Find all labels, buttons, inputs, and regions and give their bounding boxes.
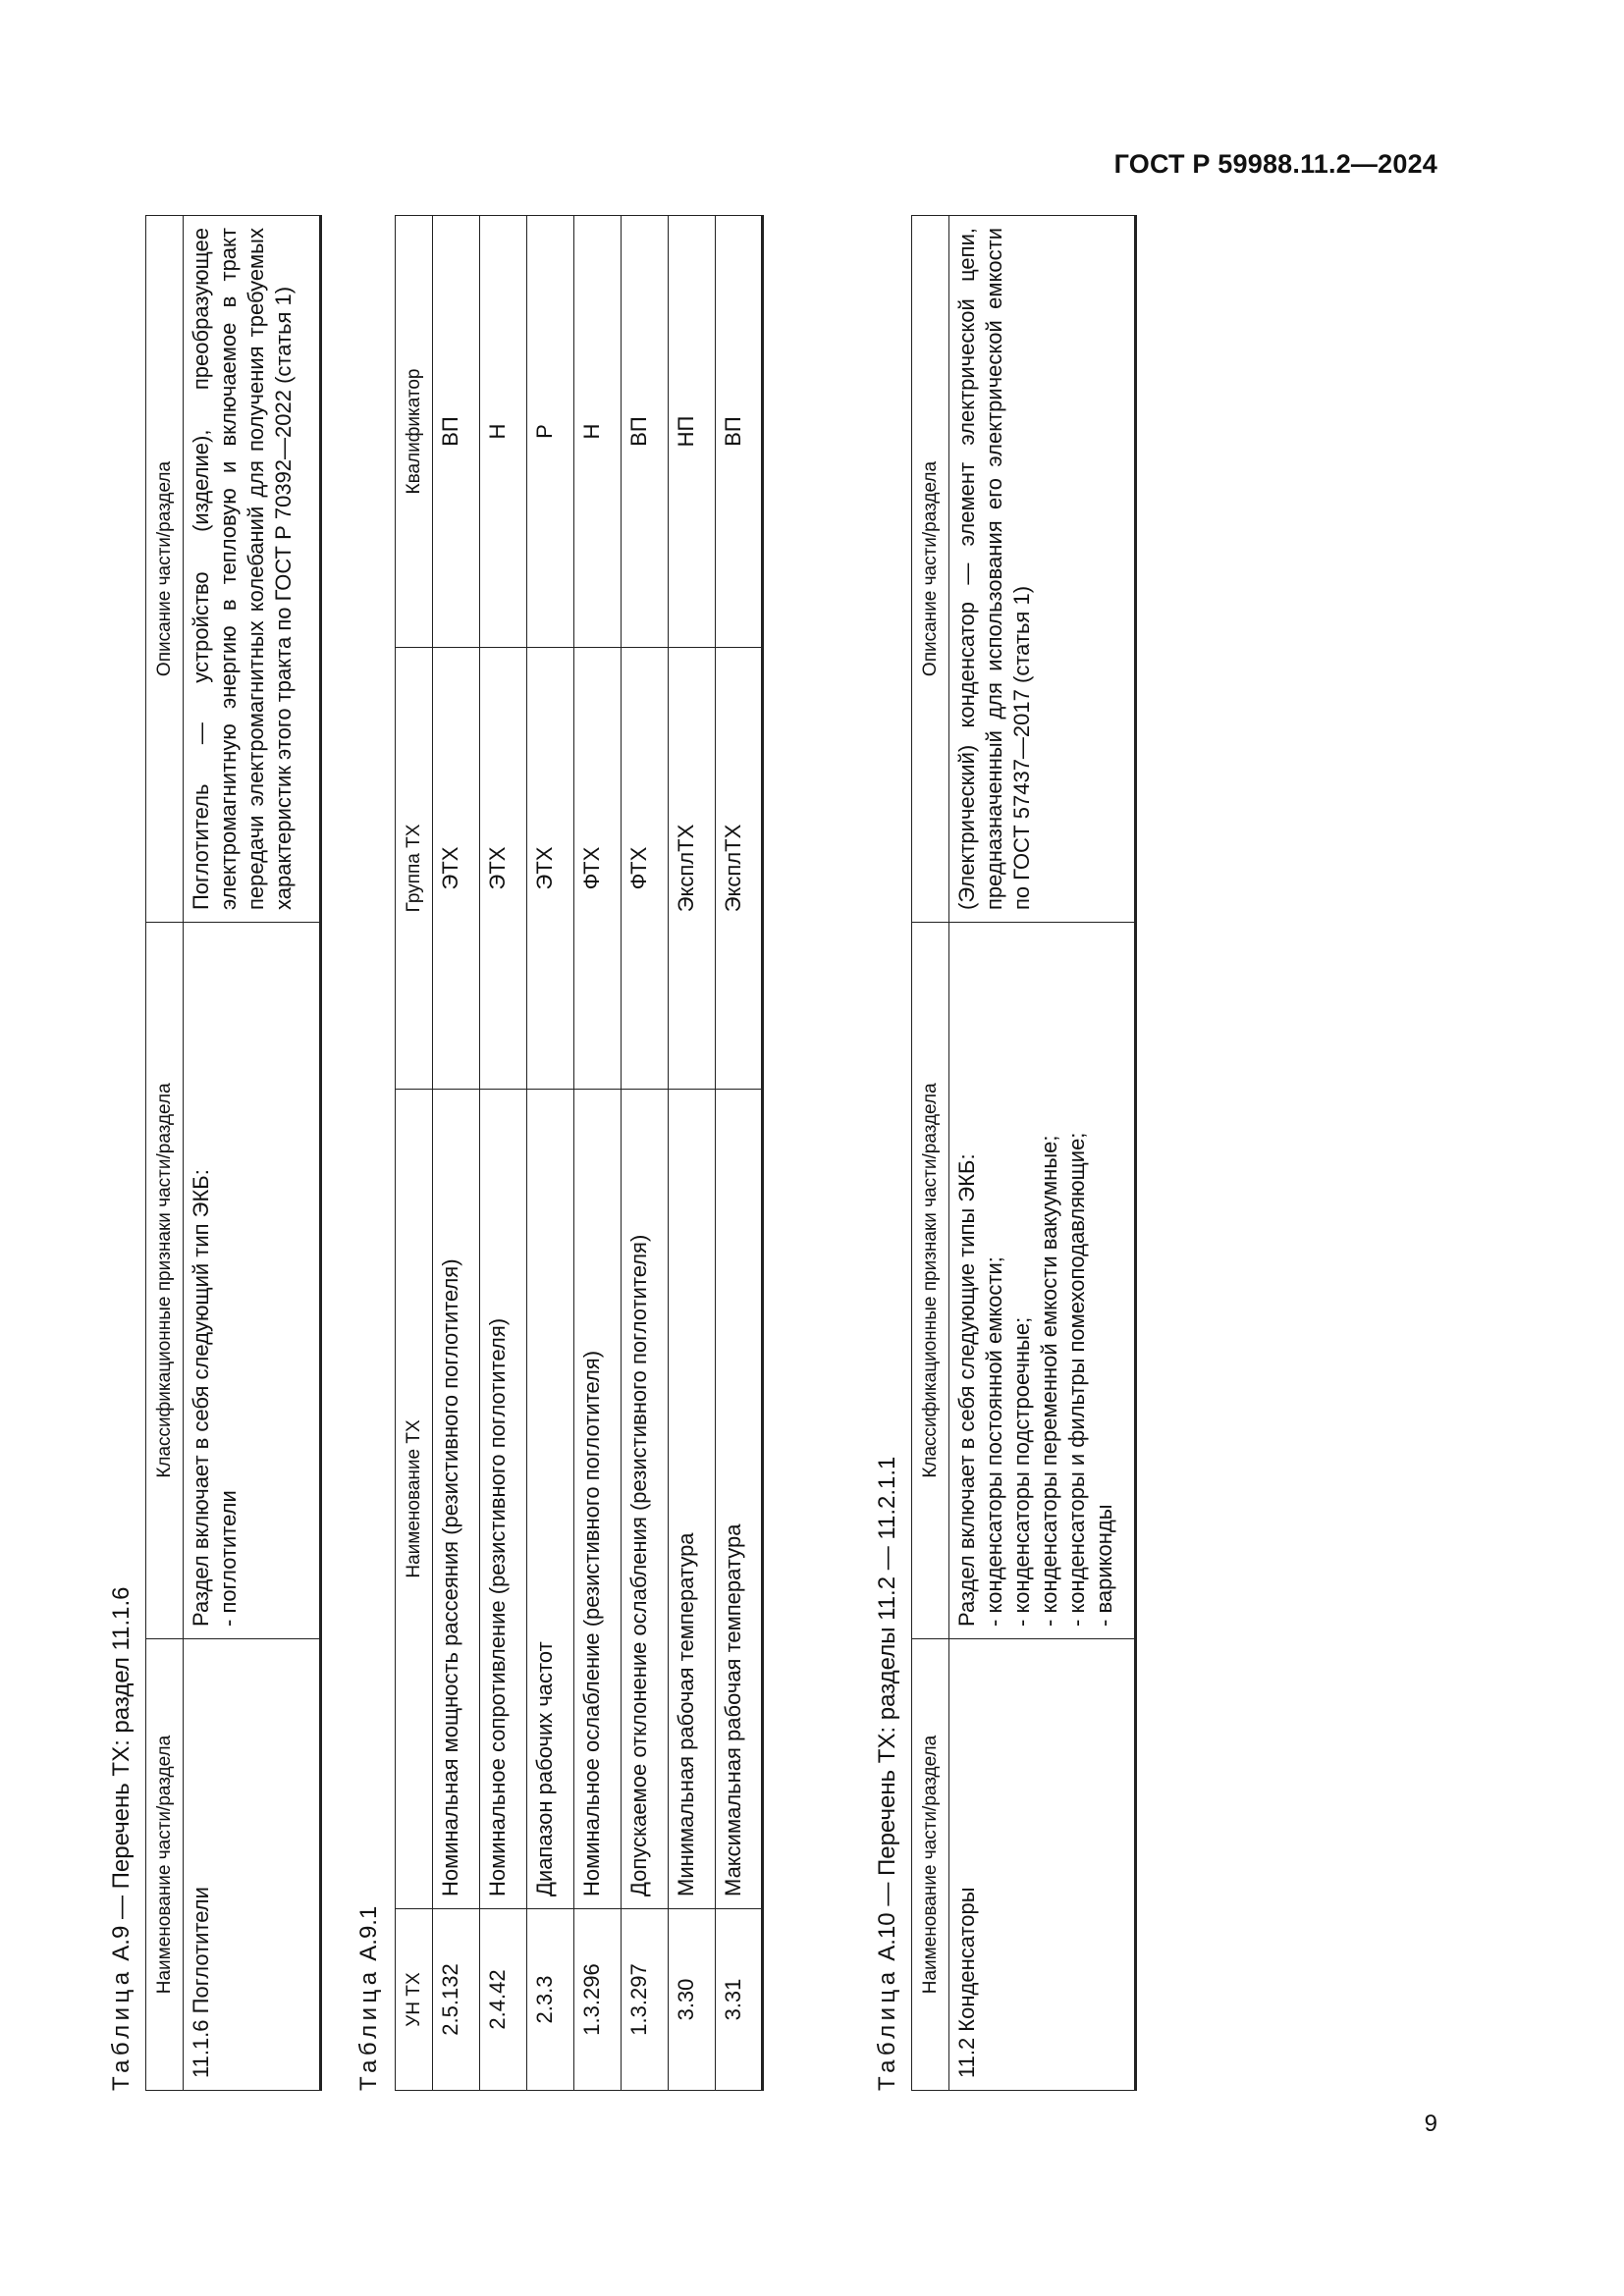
- tx-qualifier: Р: [527, 216, 574, 648]
- table-row: [574, 216, 622, 2091]
- section-features: [949, 923, 1136, 1639]
- tx-group: ФТХ: [574, 648, 622, 1090]
- column-header: Описание части/раздела: [146, 216, 184, 923]
- tx-name: Минимальная рабочая температура: [669, 1090, 716, 1909]
- section-description: Поглотитель — устройство (изделие), преобразующее электромагнитную энергию в тепловую и включаемое в тракт передачи электромагнитных колебаний для получения требуемых характеристик этого тракта по ГОСТ Р 70392—2022 (статья 1): [184, 216, 321, 923]
- tx-name: Номинальная мощность рассеяния (резистивного поглотителя): [433, 1090, 480, 1909]
- column-header: Квалификатор: [396, 216, 433, 648]
- tx-qualifier: Н: [480, 216, 527, 648]
- column-header: Описание части/раздела: [912, 216, 949, 923]
- tx-code: 1.3.297: [622, 1909, 669, 2091]
- tx-group: ФТХ: [622, 648, 669, 1090]
- tx-qualifier: ВП: [433, 216, 480, 648]
- caption-text: А.10 — Перечень ТХ: разделы 11.2 — 11.2.1.1: [874, 1456, 900, 1968]
- feature-line: - конденсаторы переменной емкости вакуумные;: [1037, 1135, 1061, 1627]
- rotated-content: [108, 216, 1188, 2091]
- caption-prefix: Таблица: [108, 1967, 135, 2091]
- tx-code: 2.5.132: [433, 1909, 480, 2091]
- tx-qualifier: ВП: [622, 216, 669, 648]
- feature-line: - вариконды: [1092, 1504, 1116, 1627]
- feature-line: - конденсаторы постоянной емкости;: [982, 1256, 1006, 1627]
- tx-code: 3.31: [716, 1909, 763, 2091]
- table-row: [716, 216, 763, 2091]
- tx-code: 2.4.42: [480, 1909, 527, 2091]
- table-a91: [395, 215, 764, 2091]
- feature-line: - конденсаторы подстроечные;: [1009, 1316, 1034, 1627]
- table-row: [527, 216, 574, 2091]
- tx-code: 1.3.296: [574, 1909, 622, 2091]
- column-header: Классификационные признаки части/раздела: [146, 923, 184, 1639]
- caption-prefix: Таблица: [355, 1967, 382, 2091]
- table-a9-caption: [108, 1587, 135, 2092]
- tx-group: ЭксплТХ: [716, 648, 763, 1090]
- document-code: ГОСТ Р 59988.11.2—2024: [1113, 149, 1437, 179]
- tx-qualifier: НП: [669, 216, 716, 648]
- column-header: Наименование части/раздела: [146, 1639, 184, 2091]
- caption-text: А.9.1: [355, 1905, 382, 1968]
- tx-name: Номинальное сопротивление (резистивного поглотителя): [480, 1090, 527, 1909]
- column-header: Классификационные признаки части/раздела: [912, 923, 949, 1639]
- tx-name: Диапазон рабочих частот: [527, 1090, 574, 1909]
- column-header: УН ТХ: [396, 1909, 433, 2091]
- tx-name: Допускаемое отклонение ослабления (резистивного поглотителя): [622, 1090, 669, 1909]
- table-row: [669, 216, 716, 2091]
- table-row: [622, 216, 669, 2091]
- column-header: Наименование ТХ: [396, 1090, 433, 1909]
- column-header: Наименование части/раздела: [912, 1639, 949, 2091]
- feature-line: Раздел включает в себя следующий тип ЭКБ:: [189, 1169, 213, 1627]
- section-name: 11.2 Конденсаторы: [949, 1639, 1136, 2091]
- table-a10-caption: [874, 1457, 901, 2091]
- tx-code: 3.30: [669, 1909, 716, 2091]
- table-a9: [145, 215, 322, 2091]
- section-features: [184, 923, 321, 1639]
- column-header: Группа ТХ: [396, 648, 433, 1090]
- table-a91-caption: [355, 1906, 383, 2091]
- feature-line: Раздел включает в себя следующие типы ЭКБ:: [954, 1153, 979, 1627]
- tx-group: ЭТХ: [433, 648, 480, 1090]
- feature-line: - поглотители: [216, 1490, 241, 1627]
- tx-qualifier: ВП: [716, 216, 763, 648]
- section-name: 11.1.6 Поглотители: [184, 1639, 321, 2091]
- tx-group: ЭксплТХ: [669, 648, 716, 1090]
- table-row: [480, 216, 527, 2091]
- tx-group: ЭТХ: [480, 648, 527, 1090]
- section-description: (Электрический) конденсатор — элемент электрической цепи, предназначенный для использования его электрической емкости по ГОСТ 57437—2017 (статья 1): [949, 216, 1136, 923]
- tx-group: ЭТХ: [527, 648, 574, 1090]
- tx-code: 2.3.3: [527, 1909, 574, 2091]
- tx-name: Номинальное ослабление (резистивного поглотителя): [574, 1090, 622, 1909]
- caption-text: А.9 — Перечень ТХ: раздел 11.1.6: [108, 1586, 135, 1968]
- tx-qualifier: Н: [574, 216, 622, 648]
- table-a10: [911, 215, 1137, 2091]
- feature-line: - конденсаторы и фильтры помехоподавляющие;: [1064, 1132, 1089, 1627]
- caption-prefix: Таблица: [874, 1967, 900, 2091]
- table-row: [433, 216, 480, 2091]
- tx-name: Максимальная рабочая температура: [716, 1090, 763, 1909]
- page-number: 9: [1424, 2110, 1437, 2137]
